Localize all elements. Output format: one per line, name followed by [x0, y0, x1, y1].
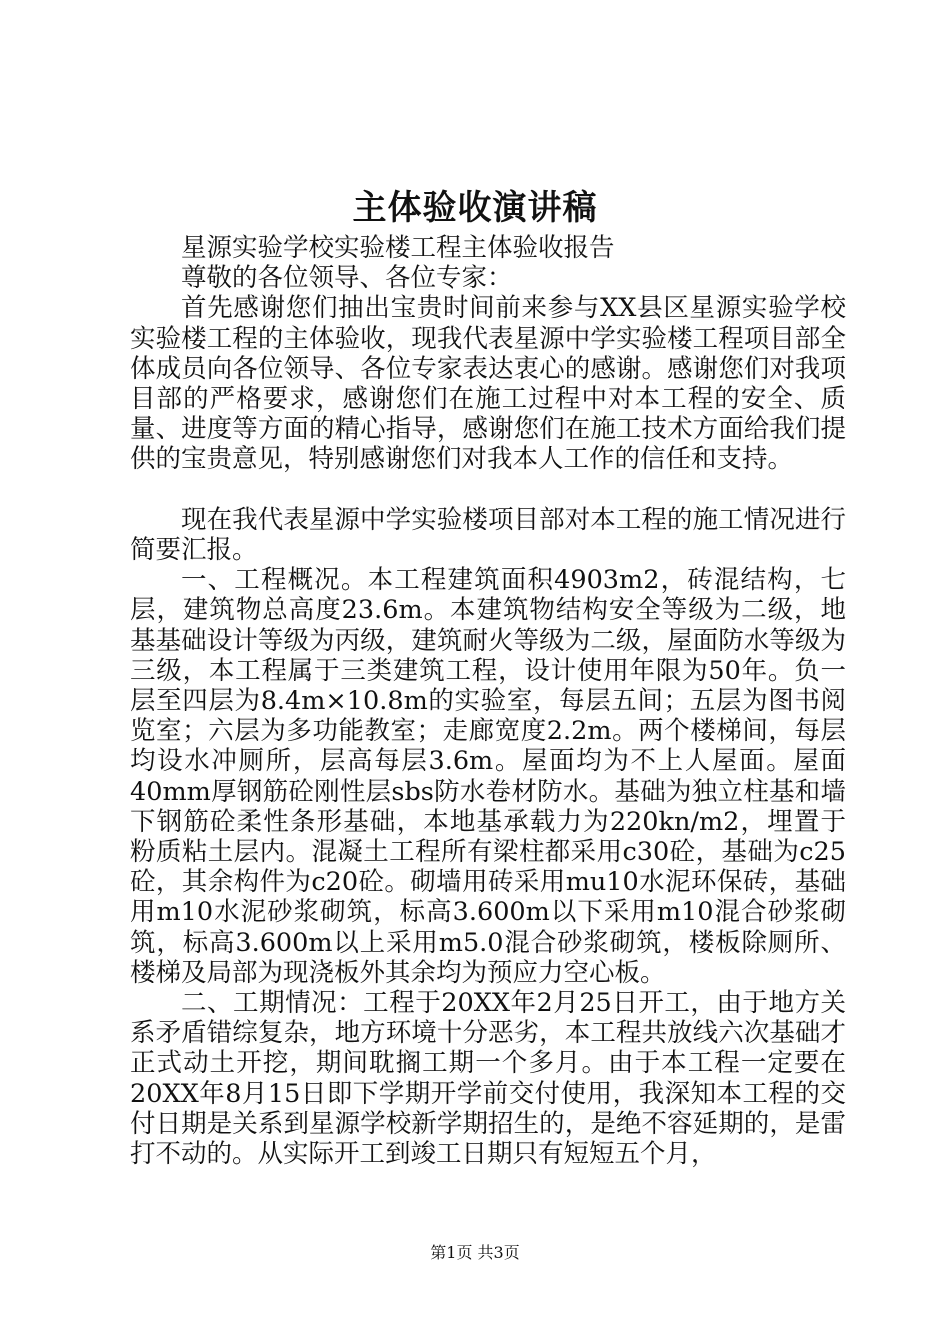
report-subtitle: 星源实验学校实验楼工程主体验收报告 — [181, 233, 615, 263]
page-footer: 第1页 共3页 — [430, 1243, 520, 1262]
document-title: 主体验收演讲稿 — [352, 188, 598, 228]
paragraph-spacer — [130, 475, 846, 505]
document-body — [130, 233, 846, 1169]
paragraph-intro: 现在我代表星源中学实验楼项目部对本工程的施工情况进行简要汇报。 — [130, 504, 846, 566]
paragraph-schedule: 二、工期情况：工程于20XX年2月25日开工，由于地方关系矛盾错综复杂，地方环境十分恶劣，本工程共放线六次基础才正式动土开挖，期间耽搁工期一个多月。由于本工程一定要在20XX年8月15日即下学期开学前交付使用，我深知本工程的交付日期是关系到星源学校新学期招生的，是绝不容延期的，是雷打不动的。从实际开工到竣工日期只有短短五个月， — [130, 988, 846, 1170]
paragraph-overview: 一、工程概况。本工程建筑面积4903m2，砖混结构，七层，建筑物总高度23.6m。本建筑物结构安全等级为二级，地基基础设计等级为丙级，建筑耐火等级为二级，屋面防水等级为三级，本工程属于三类建筑工程，设计使用年限为50年。负一层至四层为8.4m×10.8m的实验室，每层五间；五层为图书阅览室；六层为多功能教室；走廊宽度2.2m。两个楼梯间，每层均设水冲厕所，层高每层3.6m。屋面均为不上人屋面。屋面40mm厚钢筋砼刚性层sbs防水卷材防水。基础为独立柱基和墙下钢筋砼柔性条形基础，本地基承载力为220kn/m2，埋置于粉质粘土层内。混凝土工程所有梁柱都采用c30砼，基础为c25砼，其余构件为c20砼。砌墙用砖采用mu10水泥环保砖，基础用m10水泥砂浆砌筑，标高3.600m以下采用m10混合砂浆砌筑，标高3.600m以上采用m5.0混合砂浆砌筑，楼板除厕所、楼梯及局部为现浇板外其余均为预应力空心板。 — [130, 565, 846, 988]
salutation: 尊敬的各位领导、各位专家： — [181, 263, 513, 294]
paragraph-thanks: 首先感谢您们抽出宝贵时间前来参与XX县区星源实验学校实验楼工程的主体验收，现我代表星源中学实验楼工程项目部全体成员向各位领导、各位专家表达衷心的感谢。感谢您们对我项目部的严格要求，感谢您们在施工过程中对本工程的安全、质量、进度等方面的精心指导，感谢您们在施工技术方面给我们提供的宝贵意见，特别感谢您们对我本人工作的信任和支持。 — [130, 293, 846, 475]
